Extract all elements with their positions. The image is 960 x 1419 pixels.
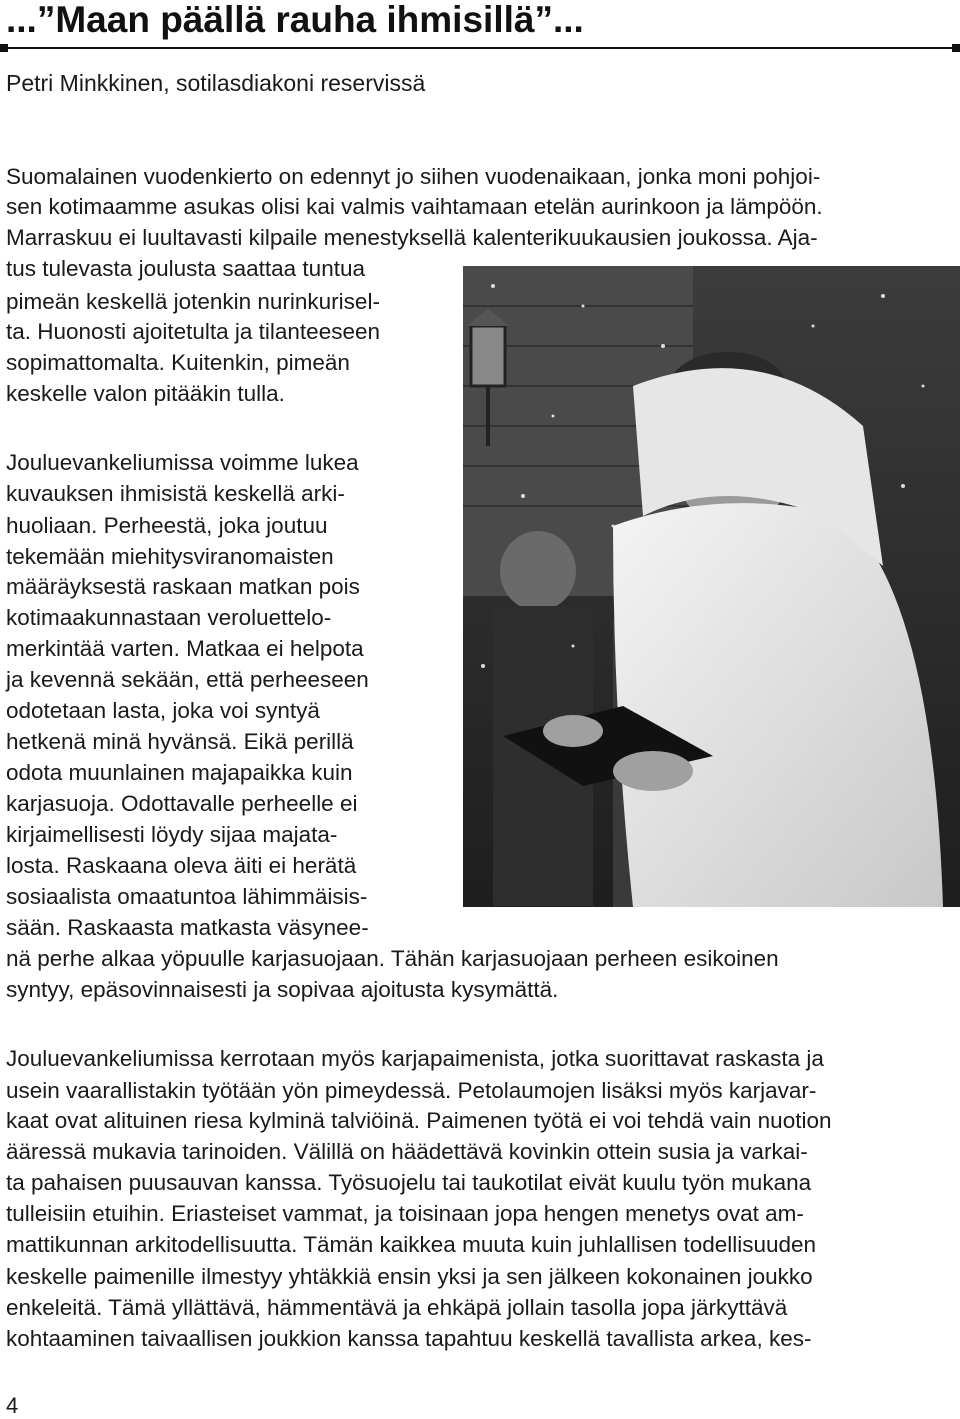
body-line: ta pahaisen puusauvan kanssa. Työsuojelu tai taukotilat eivät kuulu työn mukana <box>6 1170 812 1195</box>
rule-line <box>6 47 954 49</box>
body-line: Suomalainen vuodenkierto on edennyt jo siihen vuodenaikaan, jonka moni pohjoi- <box>6 164 821 189</box>
body-line: sen kotimaamme asukas olisi kai valmis vaihtamaan etelän aurinkoon ja lämpöön. <box>6 194 823 219</box>
body-line: Jouluevankeliumissa kerrotaan myös karjapaimenista, jotka suorittavat raskasta ja <box>6 1046 824 1071</box>
title-rule <box>0 44 960 52</box>
body-line: enkeleitä. Tämä yllättävä, hämmentävä ja ehkäpä jollain tasolla jopa järkyttävä <box>6 1295 788 1320</box>
body-line: sopimattomalta. Kuitenkin, pimeän <box>6 350 350 375</box>
body-line: sään. Raskaasta matkasta väsyneе- <box>6 915 369 940</box>
body-line: usein vaarallistakin työtään yön pimeydessä. Petolaumojen lisäksi myös karjavar- <box>6 1078 817 1103</box>
body-line: kaat ovat alituinen riesa kylminä talviöinä. Paimenen työtä ei voi tehdä vain nuotion <box>6 1108 832 1133</box>
body-line: ja kevennä sekään, että perheeseen <box>6 667 369 692</box>
body-line: hetkenä minä hyvänsä. Eikä perillä <box>6 729 354 754</box>
body-line: keskelle paimenille ilmestyy yhtäkkiä ensin yksi ja sen jälkeen kokonainen joukko <box>6 1264 813 1289</box>
body-line: ta. Huonosti ajoitetulta ja tilanteeseen <box>6 319 380 344</box>
body-line: merkintää varten. Matkaa ei helpota <box>6 636 364 661</box>
body-line: kotimaakunnastaan veroluettelo- <box>6 605 332 630</box>
body-line: losta. Raskaana oleva äiti ei herätä <box>6 853 357 878</box>
article-photo <box>463 266 960 907</box>
author-byline: Petri Minkkinen, sotilasdiakoni reservissä <box>6 70 426 96</box>
body-line: odota muunlainen majapaikka kuin <box>6 760 353 785</box>
body-line: tus tulevasta joulusta saattaa tuntua <box>6 256 365 281</box>
body-line: huoliaan. Perheestä, joka joutuu <box>6 513 328 538</box>
body-line: kirjaimellisesti löydy sijaa majata- <box>6 822 338 847</box>
body-line: mattikunnan arkitodellisuutta. Tämän kaikkea muuta kuin juhlallisen todellisuuden <box>6 1232 817 1257</box>
body-line: sosiaalista omaatuntoa lähimmäisis- <box>6 884 368 909</box>
body-line: ääressä mukavia tarinoiden. Välillä on häädettävä kovinkin ottein susia ja varkai- <box>6 1139 808 1164</box>
body-line: Jouluevankeliumissa voimme lukea <box>6 450 359 475</box>
body-line: kuvauksen ihmisistä keskellä arki- <box>6 481 345 506</box>
body-line: nä perhe alkaa yöpuulle karjasuojaan. Tähän karjasuojaan perheen esikoinen <box>6 946 779 971</box>
page-number: 4 <box>6 1393 19 1418</box>
body-line: Marraskuu ei luultavasti kilpaile menestyksellä kalenterikuukausien joukossa. Aja- <box>6 225 818 250</box>
body-line: karjasuoja. Odottavalle perheelle ei <box>6 791 358 816</box>
body-line: keskelle valon pitääkin tulla. <box>6 381 285 406</box>
article-title: ...”Maan päällä rauha ihmisillä”... <box>6 0 584 40</box>
body-line: kohtaaminen taivaallisen joukkion kanssa tapahtuu keskellä tavallista arkea, kes- <box>6 1326 812 1351</box>
body-line: määräyksestä raskaan matkan pois <box>6 574 360 599</box>
body-line: tekemään miehitysviranomaisten <box>6 544 334 569</box>
rule-square-right <box>952 44 960 52</box>
body-line: tulleisiin etuihin. Eriasteiset vammat, ja toisinaan jopa hengen menetys ovat am- <box>6 1201 804 1226</box>
body-line: odotetaan lasta, joka voi syntyä <box>6 698 320 723</box>
body-line: pimeän keskellä jotenkin nurinkurisel- <box>6 289 380 314</box>
body-line: syntyy, epäsovinnaisesti ja sopivaa ajoitusta kysymättä. <box>6 977 559 1002</box>
